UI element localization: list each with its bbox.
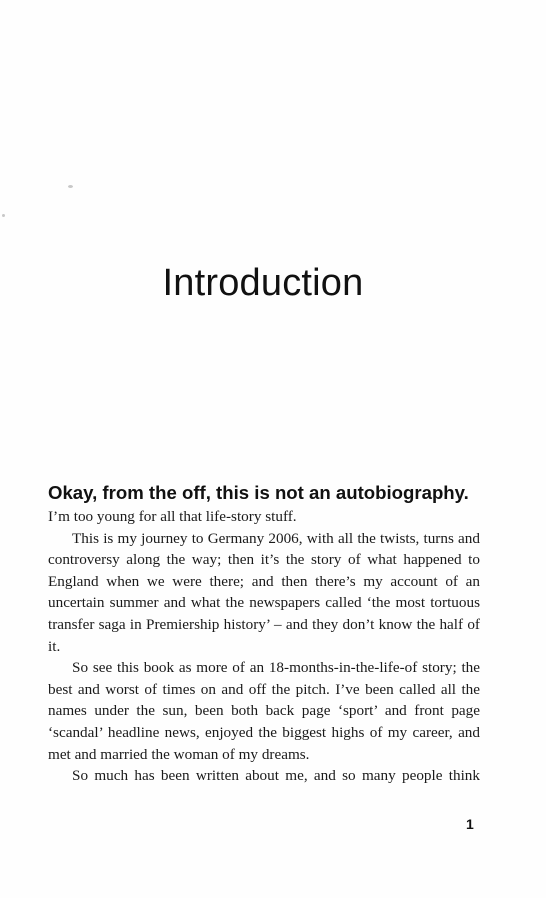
paragraph-2: This is my journey to Germany 2006, with all the twists, turns and controversy along the way; then it’s the story of what happened to England when we were there; and then there’s my account of an uncertain summer and what the newspapers called ‘the most tortuous transfer saga in Premiership history’ – and they don’t know the half of it. [48, 529, 480, 655]
body-text [48, 506, 480, 787]
paper-speck [2, 214, 5, 217]
chapter-title: Introduction [162, 262, 364, 304]
paragraph-1: I’m too young for all that life-story stuff. [48, 508, 297, 525]
lead-sentence: Okay, from the off, this is not an autobiography. [48, 482, 469, 503]
page-number: 1 [466, 816, 474, 832]
paragraph-4: So much has been written about me, and so many people think [72, 767, 480, 785]
paper-speck [68, 185, 73, 188]
paragraph-3: So see this book as more of an 18-months-in-the-life-of story; the best and worst of times on and off the pitch. I’ve been called all the names under the sun, been both back page ‘sport’ and front page ‘scandal’ headline news, enjoyed the biggest highs of my career, and met and married the woman of my dreams. [48, 659, 480, 763]
